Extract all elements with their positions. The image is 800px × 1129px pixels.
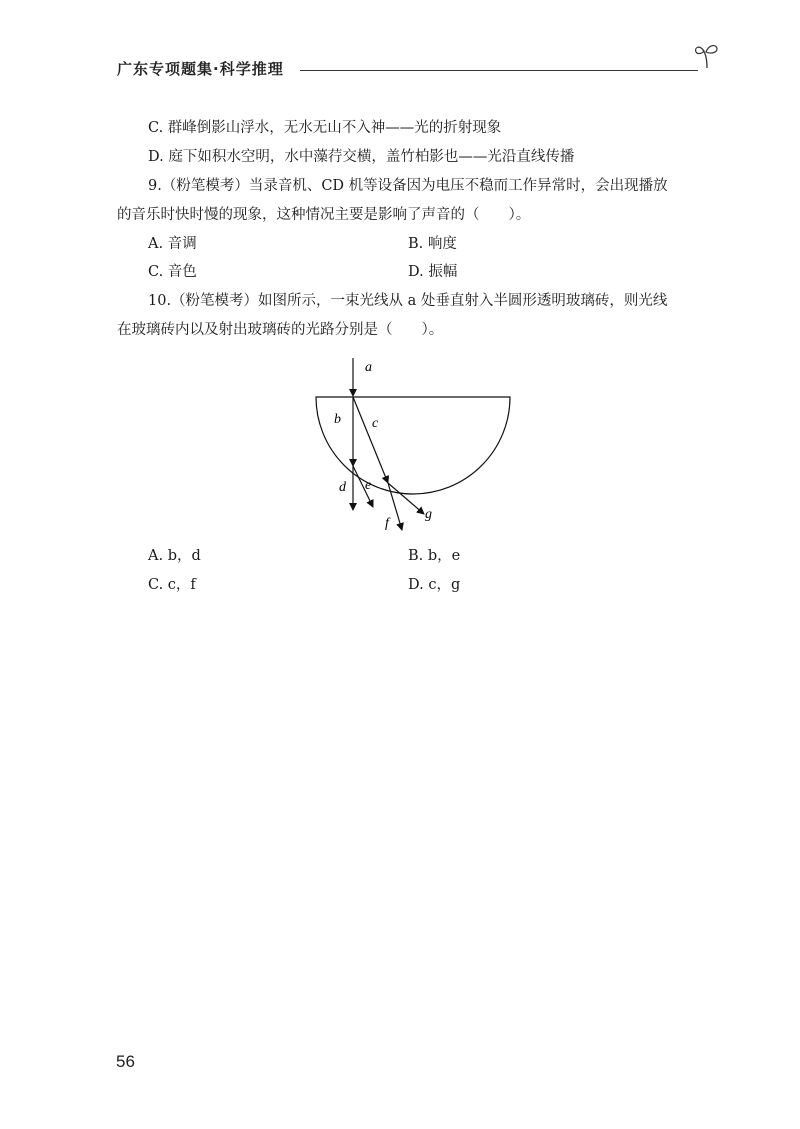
ray-f — [388, 483, 402, 530]
label-f: f — [385, 516, 389, 531]
running-header-title: 广东专项题集·科学推理 — [117, 60, 284, 78]
question-10-line-2: 在玻璃砖内以及射出玻璃砖的光路分别是（ ）。 — [117, 322, 444, 338]
q10-option-a: A. b，d — [148, 548, 201, 564]
header-rule — [300, 70, 698, 71]
option-d-previous-question: D. 庭下如积水空明，水中藻荇交横，盖竹柏影也——光沿直线传播 — [148, 149, 575, 165]
question-9-line-1: 9.（粉笔模考）当录音机、CD 机等设备因为电压不稳而工作异常时，会出现播放 — [148, 178, 668, 194]
label-g: g — [425, 507, 432, 522]
label-a: a — [365, 360, 372, 375]
label-e: e — [365, 478, 372, 493]
q9-option-c: C. 音色 — [148, 264, 197, 280]
glass-brick-light-path-diagram — [300, 350, 530, 540]
question-9-line-2: 的音乐时快时慢的现象，这种情况主要是影响了声音的（ ）。 — [117, 207, 531, 223]
q10-option-d: D. c，g — [408, 577, 461, 593]
question-10-line-1: 10.（粉笔模考）如图所示，一束光线从 a 处垂直射入半圆形透明玻璃砖，则光线 — [148, 293, 668, 309]
ray-c — [353, 397, 388, 483]
q10-option-b: B. b，e — [408, 548, 461, 564]
ray-g — [388, 483, 424, 514]
label-d: d — [339, 480, 346, 495]
q9-option-b: B. 响度 — [408, 236, 457, 252]
option-c-previous-question: C. 群峰倒影山浮水，无水无山不入神——光的折射现象 — [148, 120, 502, 136]
page-number: 56 — [116, 1052, 135, 1071]
q9-option-a: A. 音调 — [148, 236, 197, 252]
q9-option-d: D. 振幅 — [408, 264, 458, 280]
label-c: c — [372, 416, 379, 431]
q10-option-c: C. c，f — [148, 577, 196, 593]
label-b: b — [334, 412, 341, 427]
sprout-icon — [693, 40, 723, 70]
